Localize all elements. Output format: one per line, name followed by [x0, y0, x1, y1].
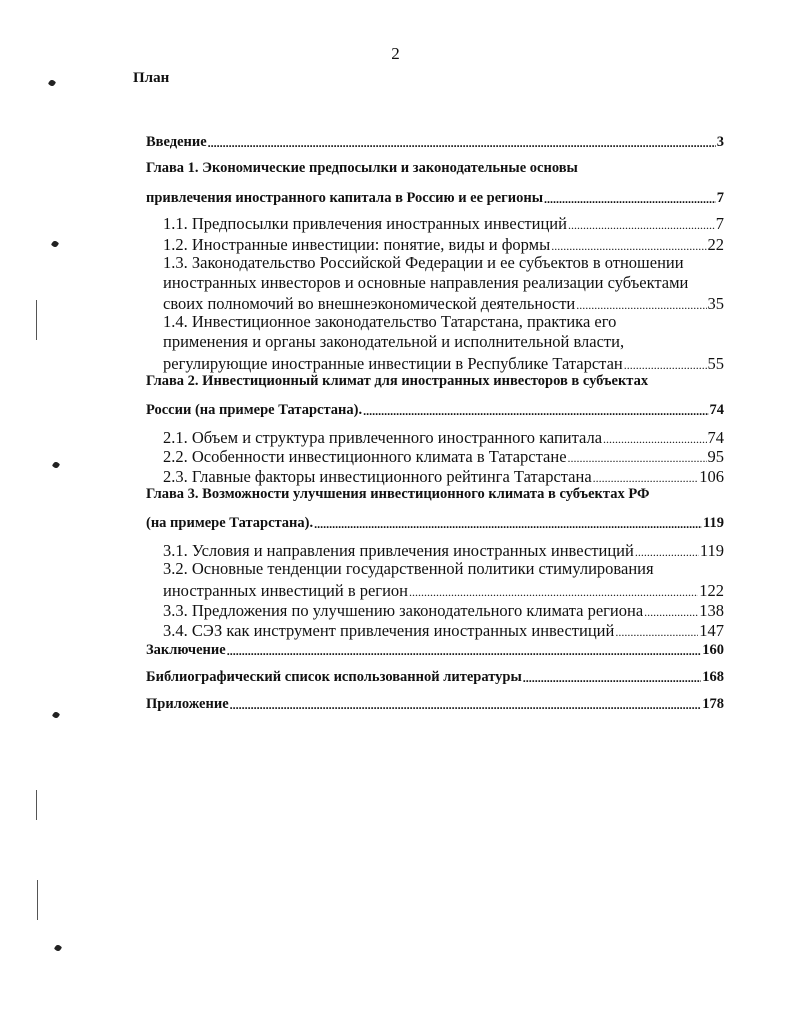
toc-intro-page: 3 [716, 134, 724, 150]
toc-chapter2-line2: России (на примере Татарстана). [146, 402, 363, 418]
toc-chapter3-title [146, 485, 724, 505]
leader-dots [615, 624, 698, 640]
toc-section-label: 1.3. Законодательство Российской Федерации и ее субъектов в отношении [163, 253, 684, 272]
toc-section-page: 122 [699, 581, 724, 600]
toc-section-page: 147 [699, 621, 724, 640]
toc-section-label: 2.2. Особенности инвестиционного климата в Татарстане [163, 447, 567, 466]
scan-mark [52, 461, 60, 469]
toc-chapter1-page: 7 [716, 190, 724, 206]
leader-dots [568, 217, 715, 233]
toc-chapter2 [146, 399, 724, 419]
scan-mark [51, 240, 59, 248]
toc-chapter3-page: 119 [703, 515, 724, 531]
leader-dots [227, 643, 702, 659]
toc-section-label: 1.2. Иностранные инвестиции: понятие, виды и формы [163, 235, 551, 254]
toc-section-3-3 [163, 600, 724, 620]
leader-dots [208, 135, 716, 151]
toc-section-1-3 [163, 293, 724, 313]
leader-dots [576, 297, 706, 313]
toc-chapter3 [146, 512, 724, 532]
toc-chapter1-title [146, 159, 724, 179]
leader-dots [523, 670, 701, 686]
leader-dots [644, 604, 698, 620]
scan-mark [48, 79, 56, 87]
toc-section-page: 119 [699, 541, 724, 560]
toc-bibliography [146, 666, 724, 686]
toc-section-page: 95 [707, 447, 724, 466]
toc-section-1-4-line2 [163, 333, 724, 353]
toc-section-page: 7 [715, 214, 724, 233]
toc-section-1-3-line2 [163, 274, 724, 294]
toc-section-label: иностранных инвестиций в регион [163, 581, 408, 600]
toc-section-1-4 [163, 353, 724, 373]
toc-section-label: 3.3. Предложения по улучшению законодательного климата региона [163, 601, 644, 620]
leader-dots [635, 544, 699, 560]
toc-section-label: 3.4. СЭЗ как инструмент привлечения иностранных инвестиций [163, 621, 615, 640]
toc-intro-label: Введение [146, 134, 207, 150]
toc-section-1-4-line1 [163, 313, 724, 333]
toc-section-page: 22 [707, 235, 724, 254]
toc-section-label: 2.3. Главные факторы инвестиционного рейтинга Татарстана [163, 467, 592, 486]
leader-dots [363, 403, 708, 419]
toc-section-1-2 [163, 234, 724, 254]
leader-dots [568, 450, 707, 466]
toc-chapter2-page: 74 [709, 402, 724, 418]
leader-dots [544, 191, 716, 207]
toc-chapter3-line2: (на примере Татарстана). [146, 515, 314, 531]
scan-mark [54, 944, 62, 952]
toc-intro [146, 131, 724, 151]
toc-section-label: 2.1. Объем и структура привлеченного иностранного капитала [163, 428, 603, 447]
toc-section-2-2 [163, 446, 724, 466]
toc-section-label: применения и органы законодательной и исполнительной власти, [163, 332, 625, 351]
toc-chapter2-title [146, 372, 724, 392]
toc-section-label: регулирующие иностранные инвестиции в Республике Татарстан [163, 354, 623, 373]
toc-section-3-2 [163, 580, 724, 600]
toc-section-3-2-line1 [163, 560, 724, 580]
leader-dots [409, 584, 698, 600]
scan-line [37, 880, 38, 920]
toc-section-label: иностранных инвесторов и основные направления реализации субъектами [163, 273, 689, 292]
leader-dots [603, 431, 706, 447]
toc-section-label: 1.1. Предпосылки привлечения иностранных инвестиций [163, 214, 567, 233]
toc-section-page: 74 [707, 428, 724, 447]
toc-appendix-label: Приложение [146, 696, 229, 712]
toc-section-label: своих полномочий во внешнеэкономической деятельности [163, 294, 576, 313]
toc-bibliography-label: Библиографический список использованной литературы [146, 669, 522, 685]
toc-section-page: 55 [707, 354, 724, 373]
toc-conclusion-page: 160 [702, 642, 724, 658]
scan-mark [52, 711, 60, 719]
toc-section-label: 1.4. Инвестиционное законодательство Татарстана, практика его [163, 312, 617, 331]
toc-section-2-1 [163, 427, 724, 447]
toc-section-label: 3.1. Условия и направления привлечения иностранных инвестиций [163, 541, 634, 560]
toc-chapter1-line2: привлечения иностранного капитала в Россию и ее регионы [146, 190, 544, 206]
leader-dots [624, 357, 707, 373]
toc-section-1-1 [163, 213, 724, 233]
scan-line [36, 790, 37, 820]
toc-chapter2-line1: Глава 2. Инвестиционный климат для иностранных инвесторов в субъектах [146, 373, 649, 389]
toc-section-1-3-line1 [163, 254, 724, 274]
toc-section-label: 3.2. Основные тенденции государственной политики стимулирования [163, 559, 654, 578]
page-title: План [133, 70, 170, 86]
toc-section-page: 106 [699, 467, 724, 486]
leader-dots [593, 470, 699, 486]
page-number: 2 [391, 44, 400, 63]
toc-chapter1 [146, 187, 724, 207]
leader-dots [314, 516, 702, 532]
scan-line [36, 300, 37, 340]
toc-appendix [146, 693, 724, 713]
toc-chapter1-line1: Глава 1. Экономические предпосылки и законодательные основы [146, 160, 578, 176]
toc-section-3-1 [163, 540, 724, 560]
toc-conclusion [146, 639, 724, 659]
toc-section-3-4 [163, 620, 724, 640]
toc-section-page: 138 [699, 601, 724, 620]
toc-section-page: 35 [707, 294, 724, 313]
toc-chapter3-line1: Глава 3. Возможности улучшения инвестиционного климата в субъектах РФ [146, 486, 650, 502]
leader-dots [230, 697, 702, 713]
toc-conclusion-label: Заключение [146, 642, 226, 658]
toc-section-2-3 [163, 466, 724, 486]
toc-bibliography-page: 168 [702, 669, 724, 685]
toc-appendix-page: 178 [702, 696, 724, 712]
leader-dots [551, 238, 706, 254]
